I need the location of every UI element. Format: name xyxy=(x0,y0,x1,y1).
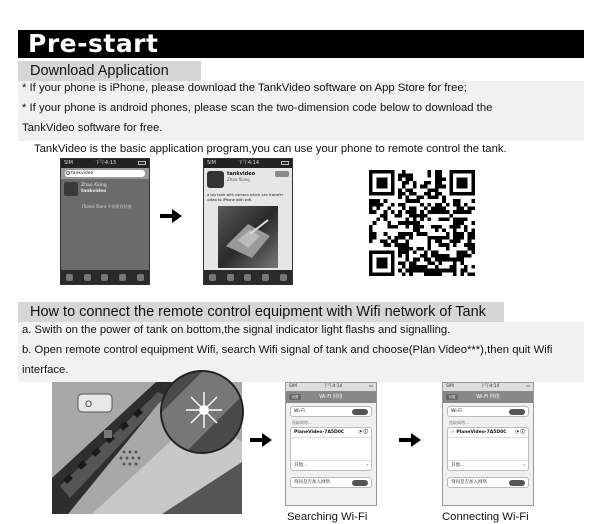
power-switch-icon: O xyxy=(85,400,93,410)
ask-join-label: 询问是否加入网络 xyxy=(451,480,487,485)
search-icon xyxy=(66,171,70,175)
title-bar xyxy=(18,30,584,58)
tab-icon[interactable] xyxy=(137,274,144,281)
wifi-toggle-row xyxy=(447,406,529,417)
ask-join-toggle[interactable] xyxy=(509,480,525,486)
back-button[interactable]: 设置 xyxy=(446,394,458,400)
step-b-text: b. Open remote control equipment Wifi, search Wifi signal of tank and choose(Plan Video***),then quit Wifi xyxy=(22,344,553,356)
indicator-light-zoom xyxy=(160,370,244,454)
qr-code xyxy=(367,170,477,276)
back-button[interactable]: 设置 xyxy=(289,394,301,400)
choose-network-label: 选取网络... xyxy=(292,420,312,425)
carrier-label: SIM xyxy=(446,384,455,389)
other-network-item[interactable] xyxy=(291,460,371,470)
other-label: 其他... xyxy=(451,463,465,468)
qr-code-icon xyxy=(367,170,477,276)
nav-title: Wi-Fi 网络 xyxy=(476,394,500,400)
clock-label: 下午4:14 xyxy=(323,384,343,389)
chevron-right-icon: › xyxy=(523,463,525,468)
battery-icon: ▭ xyxy=(525,384,530,389)
instruction-line-android-cont: TankVideo software for free. xyxy=(22,122,163,134)
app-developer: Zhao Xiong xyxy=(227,177,250,182)
ask-join-label: 询问是否加入网络 xyxy=(294,480,330,485)
instruction-line-iphone: * If your phone is iPhone, please download the TankVideo software on App Store for free; xyxy=(22,82,467,94)
tab-bar xyxy=(204,270,292,284)
phone-app-store-search xyxy=(60,158,150,285)
phone-app-detail xyxy=(203,158,293,285)
instruction-line-android: * If your phone is android phones, please scan the two-dimension code below to download the xyxy=(22,102,493,114)
tab-icon[interactable] xyxy=(101,274,108,281)
result-sub: Zhao Xiong xyxy=(81,183,107,188)
arrow-right-icon xyxy=(160,209,182,223)
clock-label: 下午4:14 xyxy=(237,160,260,166)
step-b-text-cont: interface. xyxy=(22,364,69,376)
app-icon xyxy=(207,171,224,188)
app-description: a toy tank with camera which can transfer video to iPhone with wifi. xyxy=(207,193,284,202)
intro-text: TankVideo is the basic application program,you can use your phone to remote control the tank. xyxy=(34,143,507,155)
tab-icon[interactable] xyxy=(262,274,269,281)
wifi-toggle[interactable] xyxy=(509,409,525,415)
app-icon xyxy=(64,182,78,196)
network-list xyxy=(290,427,372,471)
caption-searching: Searching Wi-Fi xyxy=(287,511,368,523)
app-screenshot xyxy=(218,206,278,268)
network-name: ✓ PlaneVideo-7A5D0C xyxy=(451,430,507,435)
page-title: Pre-start xyxy=(28,29,159,58)
signal-light-icon xyxy=(162,372,244,454)
carrier-label: SIM xyxy=(64,160,73,166)
wifi-screen-connected xyxy=(442,382,534,506)
section-heading-download: Download Application xyxy=(18,61,201,81)
app-name: tankvideo xyxy=(227,171,256,177)
nav-title: Wi-Fi 网络 xyxy=(319,394,343,400)
arrow-right-icon xyxy=(250,433,272,447)
wifi-screen-searching xyxy=(285,382,377,506)
clock-label: 下午4:14 xyxy=(480,384,500,389)
network-name: PlaneVideo-7A5D0C xyxy=(294,430,345,435)
tab-bar xyxy=(61,270,149,284)
arrow-right-icon xyxy=(399,433,421,447)
battery-icon: ▭ xyxy=(368,384,373,389)
wifi-toggle-row xyxy=(290,406,372,417)
other-network-item[interactable] xyxy=(448,460,528,470)
search-result-item[interactable] xyxy=(64,182,146,196)
ask-join-row xyxy=(447,477,529,488)
caption-connecting: Connecting Wi-Fi xyxy=(442,511,529,523)
battery-icon xyxy=(138,161,146,165)
network-item-connected[interactable] xyxy=(448,428,528,438)
network-list xyxy=(447,427,529,471)
wifi-signal-icon: ◔ ⓘ xyxy=(358,430,368,435)
tab-icon[interactable] xyxy=(227,274,234,281)
carrier-label: SIM xyxy=(289,384,298,389)
search-tab-icon[interactable] xyxy=(119,274,126,281)
wifi-label: Wi-Fi xyxy=(294,409,305,414)
tank-image xyxy=(218,206,278,268)
tab-icon[interactable] xyxy=(244,274,251,281)
result-title: tankvideo xyxy=(81,189,107,194)
clock-label: 下午4:13 xyxy=(94,160,117,166)
section-heading-wifi: How to connect the remote control equipment with Wifi network of Tank xyxy=(18,302,504,322)
ask-join-toggle[interactable] xyxy=(352,480,368,486)
tab-icon[interactable] xyxy=(280,274,287,281)
chevron-right-icon: › xyxy=(366,463,368,468)
tab-icon[interactable] xyxy=(209,274,216,281)
result-footer[interactable]: iTunes Store 中的所有结果 xyxy=(82,204,132,209)
step-a-text: a. Swith on the power of tank on bottom,the signal indicator light flashs and signalling. xyxy=(22,324,451,336)
tab-icon[interactable] xyxy=(66,274,73,281)
wifi-toggle[interactable] xyxy=(352,409,368,415)
tab-icon[interactable] xyxy=(84,274,91,281)
search-input[interactable] xyxy=(65,170,145,177)
ask-join-row xyxy=(290,477,372,488)
network-item[interactable] xyxy=(291,428,371,438)
wifi-label: Wi-Fi xyxy=(451,409,462,414)
install-button[interactable] xyxy=(275,171,289,177)
search-query: tankvideo xyxy=(71,171,94,176)
carrier-label: SIM xyxy=(207,160,216,166)
wifi-signal-icon: ◔ ⓘ xyxy=(515,430,525,435)
other-label: 其他... xyxy=(294,463,308,468)
choose-network-label: 选取网络... xyxy=(449,420,469,425)
battery-icon xyxy=(281,161,289,165)
